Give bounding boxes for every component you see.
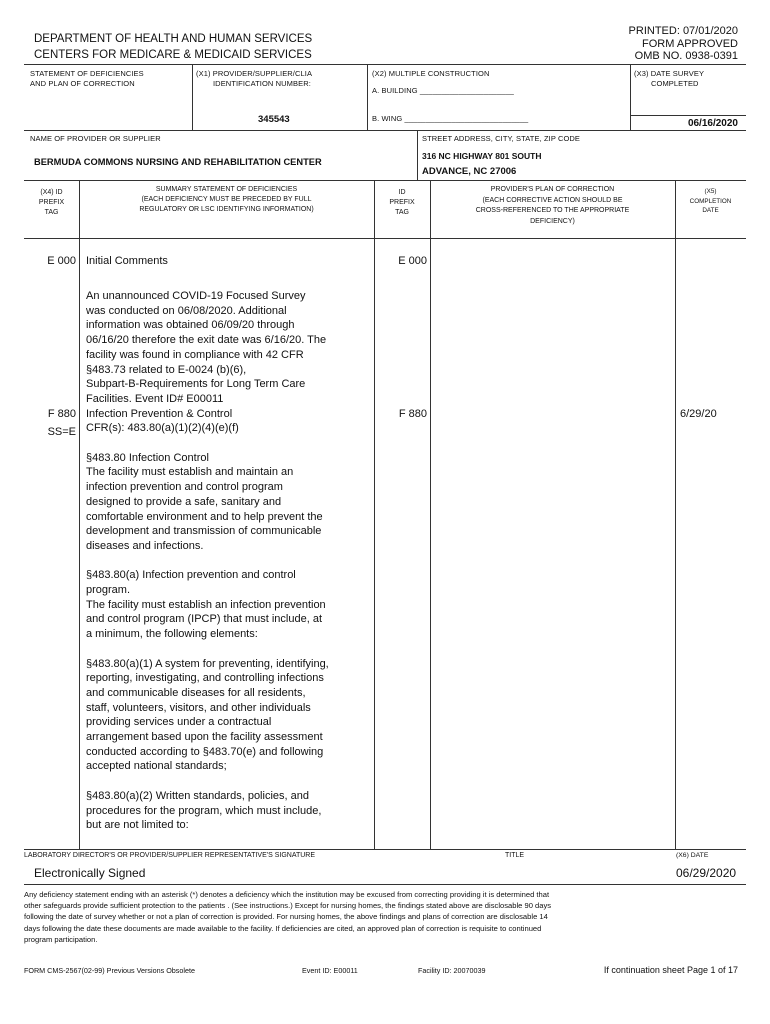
narrative-line: infection prevention and control program [86,481,283,494]
narrative-line: Subpart-B-Requirements for Long Term Care [86,378,306,391]
narrative-line [86,554,329,569]
narrative-line: facility was found in compliance with 42 CFR [86,348,304,361]
narrative-line: §483.80(a) Infection prevention and control [86,569,296,582]
narrative-line: Infection Prevention & Control [86,407,233,420]
disclaimer: Any deficiency statement ending with an asterisk (*) denotes a deficiency which the institution may be excused from correcting providing it is determined that other safeguards provide sufficient protection to the patients . (See instructions.) Except for nursing homes, the findings stated above are disclosable 90 days following the date of survey whether or not a plan of correction is provided. For nursing homes, the above findings and plans of correction are disclosable 14 days following the date these documents are made available to the facility. If deficiencies are cited, an approved plan of correction is requisite to continued program participation. [24,890,552,944]
x1-label: (X1) PROVIDER/SUPPLIER/CLIA [196,69,313,78]
narrative-line: and communicable diseases for all residents, [86,686,306,699]
narrative-line: 06/16/20 therefore the exit date was 6/16/20. The [86,334,327,347]
narrative-line: development and transmission of communicable [86,525,322,538]
narrative-line: and control program (IPCP) that must include, at [86,613,322,626]
narrative-line: The facility must establish and maintain an [86,466,294,479]
x5-header: (X5) COMPLETION DATE [689,188,732,214]
event-id: Event ID: E00011 [302,966,358,975]
omb-number: OMB NO. 0938-0391 [634,50,738,62]
narrative-line: diseases and infections. [86,539,204,552]
statement-label: AND PLAN OF CORRECTION [30,79,135,88]
title-label: TITLE [505,852,525,859]
summary-header: SUMMARY STATEMENT OF DEFICIENCIES (EACH DEFICIENCY MUST BE PRECEDED BY FULL REGULATORY OR LSC IDENTIFYING INFORMATION) [139,186,314,213]
rule [630,115,746,116]
e000-prefix-tag: E 000 [47,255,76,267]
form-approved: FORM APPROVED [642,38,738,50]
rule [417,130,418,180]
narrative-line: arrangement based upon the facility assessment [86,731,323,744]
department-title: DEPARTMENT OF HEALTH AND HUMAN SERVICES [34,33,313,45]
provider-number: 345543 [258,114,290,125]
narrative-line: An unannounced COVID-19 Focused Survey [86,290,306,302]
page-indicator: If continuation sheet Page 1 of 17 [603,965,738,975]
narrative-line: reporting, investigating, and controlling infections [86,672,324,685]
rule [24,238,746,239]
narrative-line: but are not limited to: [86,819,189,832]
statement-label: STATEMENT OF DEFICIENCIES [30,69,144,78]
survey-date: 06/16/2020 [687,118,738,129]
rule [24,849,746,850]
rule [192,64,193,130]
narrative-line: was conducted on 06/08/2020. Additional [86,304,287,317]
narrative-line: comfortable environment and to help prevent the [86,510,323,523]
f880-prefix-tag: F 880 [47,408,76,420]
narrative-line [86,642,329,657]
narrative-line: procedures for the program, which must include, [86,804,322,817]
x6-date-label: (X6) DATE [676,852,709,859]
x1-label: IDENTIFICATION NUMBER: [213,79,311,88]
narrative-line [86,436,329,451]
rule [430,180,431,849]
provider-name: BERMUDA COMMONS NURSING AND REHABILITATION CENTER [34,157,322,167]
rule [24,130,746,131]
narrative-line: staff, volunteers, visitors, and other individuals [86,701,311,714]
narrative-line: a minimum, the following elements: [86,628,258,641]
rule [24,180,746,181]
x4-header: (X4) ID PREFIX TAG [38,189,65,216]
e000-id-tag: E 000 [398,255,427,267]
signature-value: Electronically Signed [34,866,146,880]
narrative-line: accepted national standards; [86,760,227,773]
plan-header: PROVIDER'S PLAN OF CORRECTION (EACH CORRECTIVE ACTION SHOULD BE CROSS-REFERENCED TO THE APPROPRIATE DEFICIENCY) [475,186,630,225]
printed-date: PRINTED: 07/01/2020 [628,25,738,37]
e000-title: Initial Comments [86,255,168,267]
narrative-line [86,774,329,789]
narrative-line: conducted according to §483.70(e) and following [86,745,324,758]
wing-label: B. WING _____________________________ [372,114,529,123]
address-label: STREET ADDRESS, CITY, STATE, ZIP CODE [422,134,581,143]
provider-name-label: NAME OF PROVIDER OR SUPPLIER [30,134,161,143]
deficiency-narrative [86,289,329,833]
address-line1: 316 NC HIGHWAY 801 SOUTH [422,151,542,161]
id-header: ID PREFIX TAG [389,189,415,216]
f880-severity: SS=E [47,426,76,438]
x3-label: (X3) DATE SURVEY [634,69,705,78]
agency-title: CENTERS FOR MEDICARE & MEDICAID SERVICES [34,49,312,61]
x2-label: (X2) MULTIPLE CONSTRUCTION [372,69,490,78]
narrative-line: program. [86,584,131,597]
rule [24,64,746,65]
f880-id-tag: F 880 [398,408,427,420]
rule [374,180,375,849]
signature-date: 06/29/2020 [676,866,737,880]
rule [675,180,676,849]
rule [630,64,631,130]
narrative-line: §483.73 related to E-0024 (b)(6), [86,363,247,376]
narrative-line: designed to provide a safe, sanitary and [86,495,282,508]
narrative-line: Facilities. Event ID# E00011 [86,392,224,405]
signature-label: LABORATORY DIRECTOR'S OR PROVIDER/SUPPLIER REPRESENTATIVE'S SIGNATURE [24,852,316,859]
narrative-line: §483.80 Infection Control [86,451,209,464]
narrative-line: §483.80(a)(2) Written standards, policies, and [86,789,309,802]
narrative-line: providing services under a contractual [86,716,272,729]
rule [79,180,80,849]
form-id: FORM CMS-2567(02-99) Previous Versions Obsolete [24,966,195,975]
rule [367,64,368,130]
narrative-line: §483.80(a)(1) A system for preventing, identifying, [86,657,329,670]
narrative-line: information was obtained 06/09/20 through [86,319,295,332]
narrative-line: The facility must establish an infection prevention [86,598,326,611]
facility-id: Facility ID: 20070039 [418,966,486,975]
rule [24,884,746,885]
building-label: A. BUILDING ______________________ [372,86,514,95]
narrative-line: CFR(s): 483.80(a)(1)(2)(4)(e)(f) [86,422,239,435]
f880-completion-date: 6/29/20 [680,408,717,420]
address-line2: ADVANCE, NC 27006 [422,166,517,177]
x3-label: COMPLETED [651,79,699,88]
